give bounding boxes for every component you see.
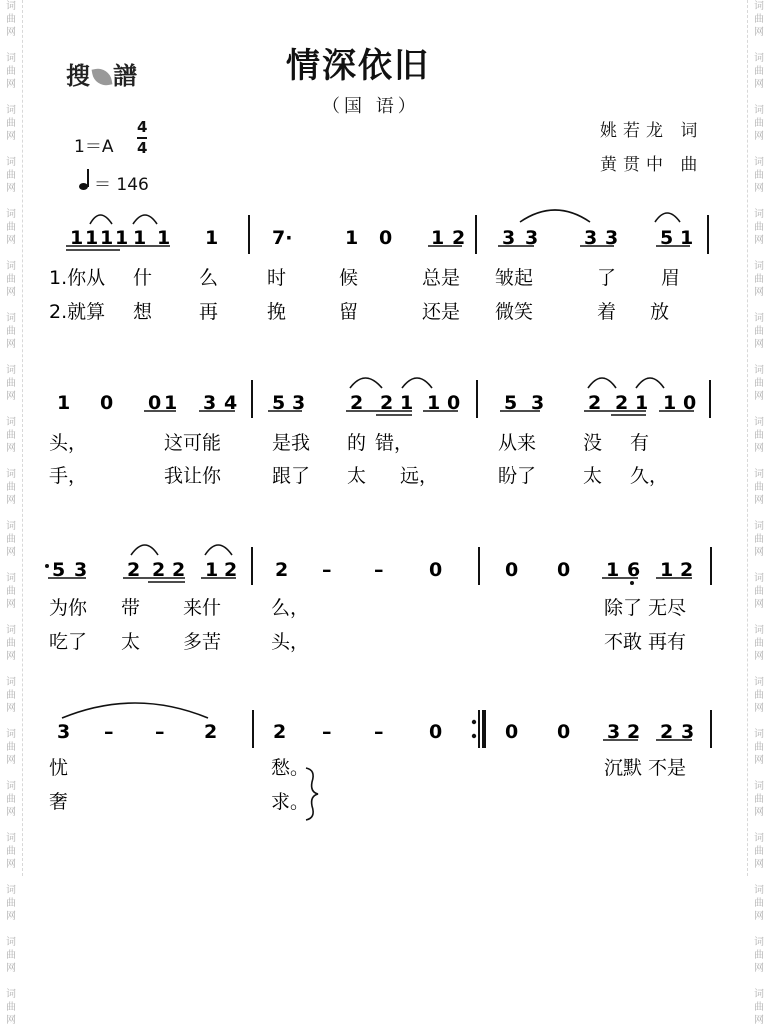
lyric-verse2: 求。 bbox=[271, 791, 310, 813]
jianpu-note: 1 bbox=[635, 392, 649, 414]
repeat-dots bbox=[472, 720, 476, 738]
lyric-verse2: 太 bbox=[583, 465, 603, 487]
jianpu-note: 3 bbox=[531, 392, 545, 414]
jianpu-note: 1 bbox=[427, 392, 441, 414]
jianpu-note: 1 bbox=[164, 392, 178, 414]
jianpu-note: 3 bbox=[584, 227, 598, 249]
jianpu-note: 2 bbox=[660, 721, 674, 743]
jianpu-note: – bbox=[322, 559, 332, 581]
jianpu-note: 2 bbox=[588, 392, 602, 414]
jianpu-note: – bbox=[322, 721, 332, 743]
jianpu-note: 2 bbox=[380, 392, 394, 414]
lyric-verse1: 头， bbox=[49, 432, 88, 454]
watermark-left-strip: 词 曲 网 词 曲 网 词 曲 网 词 曲 网 词 曲 网 词 曲 网 词 曲 网 词 曲 网 词 曲 网 词 曲 网 词 曲 网 词 曲 网 词 曲 网 词 曲 网 词 曲 网 词 曲 网 词 曲 网 词 曲 网 词 曲 网 词 曲 网 bbox=[0, 0, 23, 876]
jianpu-note: 2 bbox=[204, 721, 218, 743]
lyric-verse2: 久， bbox=[630, 465, 669, 487]
lyric-verse1: 沉默 不是 bbox=[604, 757, 687, 779]
lyric-verse1: 有 bbox=[630, 432, 650, 454]
lyric-verse2: 着 bbox=[597, 301, 617, 323]
song-subtitle: （国 语） bbox=[322, 96, 420, 117]
jianpu-note: 1 bbox=[205, 227, 219, 249]
jianpu-note: 0 bbox=[557, 559, 571, 581]
jianpu-note: 1 bbox=[100, 227, 114, 249]
lyric-verse1: 1.你从 bbox=[49, 267, 106, 289]
lyric-verse1: 总是 bbox=[422, 267, 461, 289]
lyric-verse2: 再 bbox=[199, 301, 219, 323]
jianpu-note: 1 bbox=[85, 227, 99, 249]
logo-text-right: 譜 bbox=[113, 62, 138, 90]
lyric-verse2: 远， bbox=[400, 465, 439, 487]
lyric-verse1: 这可能 bbox=[164, 432, 222, 454]
tempo-value: ＝ 146 bbox=[94, 175, 149, 195]
lyric-verse2: 手， bbox=[49, 465, 88, 487]
jianpu-note: 2 bbox=[452, 227, 466, 249]
lyric-verse1: 除了 无尽 bbox=[604, 597, 687, 619]
lyric-verse2: 我让你 bbox=[164, 465, 222, 487]
jianpu-note: 1 bbox=[680, 227, 694, 249]
lyric-verse1: 了 bbox=[597, 267, 617, 289]
jianpu-note: 3 bbox=[203, 392, 217, 414]
jianpu-note: 2 bbox=[152, 559, 166, 581]
jianpu-note: – bbox=[155, 721, 165, 743]
jianpu-note: 2 bbox=[273, 721, 287, 743]
jianpu-note: 0 bbox=[447, 392, 461, 414]
lyric-verse2: 太 bbox=[347, 465, 367, 487]
jianpu-note: 1 bbox=[205, 559, 219, 581]
jianpu-note: 1 bbox=[431, 227, 445, 249]
jianpu-note: 0 bbox=[429, 721, 443, 743]
jianpu-note: 3 bbox=[605, 227, 619, 249]
jianpu-note: 2 bbox=[615, 392, 629, 414]
jianpu-note: 1 bbox=[57, 392, 71, 414]
jianpu-note: 5 bbox=[272, 392, 286, 414]
lyric-verse1: 愁。 bbox=[271, 757, 310, 779]
jianpu-note: 1 bbox=[345, 227, 359, 249]
jianpu-note: 3 bbox=[681, 721, 695, 743]
jianpu-note: 3 bbox=[525, 227, 539, 249]
jianpu-note: 1 bbox=[157, 227, 171, 249]
jianpu-note: 0 bbox=[379, 227, 393, 249]
song-title: 情深依旧 bbox=[286, 46, 430, 86]
jianpu-note: 1 bbox=[400, 392, 414, 414]
jianpu-note: – bbox=[374, 721, 384, 743]
jianpu-note: – bbox=[104, 721, 114, 743]
jianpu-note: 0 bbox=[100, 392, 114, 414]
lyric-verse1: 从来 bbox=[498, 432, 537, 454]
lyric-verse2: 太 bbox=[121, 631, 141, 653]
jianpu-note: 0 bbox=[148, 392, 162, 414]
lyric-verse1: 候 bbox=[339, 267, 359, 289]
jianpu-note: 3 bbox=[292, 392, 306, 414]
lyric-verse2: 头， bbox=[271, 631, 310, 653]
jianpu-note: 3 bbox=[502, 227, 516, 249]
lyric-verse1: 忧 bbox=[49, 757, 69, 779]
jianpu-note: – bbox=[374, 559, 384, 581]
jianpu-note: 0 bbox=[505, 559, 519, 581]
jianpu-note: 5 bbox=[52, 559, 66, 581]
lyric-verse1: 来什 bbox=[183, 597, 222, 619]
jianpu-note: 1 bbox=[660, 559, 674, 581]
lyric-verse1: 么， bbox=[271, 597, 310, 619]
lyric-verse2: 多苦 bbox=[183, 631, 222, 653]
lyric-verse1: 皱起 bbox=[495, 267, 534, 289]
meter-bottom: 4 bbox=[137, 139, 148, 157]
lyric-verse2: 微笑 bbox=[495, 301, 534, 323]
lyric-verse2: 放 bbox=[650, 301, 670, 323]
lyricist-credit: 姚若龙 词 bbox=[600, 121, 704, 141]
jianpu-note: 0 bbox=[557, 721, 571, 743]
lyric-verse2: 盼了 bbox=[498, 465, 537, 487]
jianpu-note: 2 bbox=[350, 392, 364, 414]
jianpu-note: 2 bbox=[275, 559, 289, 581]
slurs bbox=[62, 210, 680, 718]
jianpu-note: 2 bbox=[680, 559, 694, 581]
lyric-verse2: 不敢 再有 bbox=[604, 631, 687, 653]
jianpu-note: 2 bbox=[224, 559, 238, 581]
jianpu-note: 5 bbox=[660, 227, 674, 249]
jianpu-note: 2 bbox=[172, 559, 186, 581]
lyric-verse1: 带 bbox=[121, 597, 141, 619]
lyric-verse2: 想 bbox=[133, 301, 153, 323]
jianpu-note: 1 bbox=[133, 227, 147, 249]
lyric-verse2: 挽 bbox=[267, 301, 287, 323]
jianpu-note: 3 bbox=[74, 559, 88, 581]
lyric-verse1: 什 bbox=[133, 267, 153, 289]
lyric-verse1: 时 bbox=[267, 267, 287, 289]
jianpu-note: 3 bbox=[607, 721, 621, 743]
jianpu-note: 1 bbox=[115, 227, 129, 249]
logo-text-left: 搜 bbox=[66, 62, 91, 90]
composer-credit: 黄贯中 曲 bbox=[600, 155, 704, 175]
lyric-verse2: 奢 bbox=[49, 791, 69, 813]
lyric-verse1: 眉 bbox=[661, 267, 681, 289]
meter-top: 4 bbox=[137, 118, 147, 139]
jianpu-note: 2 bbox=[627, 721, 641, 743]
lyric-verse1: 为你 bbox=[49, 597, 88, 619]
lyric-verse2: 跟了 bbox=[272, 465, 311, 487]
lyric-verse2: 留 bbox=[339, 301, 359, 323]
lyric-verse2: 吃了 bbox=[49, 631, 88, 653]
jianpu-note: 5 bbox=[504, 392, 518, 414]
jianpu-note: 0 bbox=[429, 559, 443, 581]
lyric-verse1: 错， bbox=[375, 432, 414, 454]
jianpu-note: 3 bbox=[57, 721, 71, 743]
jianpu-note: 7· bbox=[272, 227, 293, 249]
jianpu-note: 0 bbox=[505, 721, 519, 743]
lyric-verse2: 2.就算 bbox=[49, 301, 106, 323]
jianpu-note: 0 bbox=[683, 392, 697, 414]
jianpu-note: 1 bbox=[70, 227, 84, 249]
lyric-verse1: 是我 bbox=[272, 432, 311, 454]
lyric-verse1: 没 bbox=[583, 432, 603, 454]
jianpu-note: 1 bbox=[606, 559, 620, 581]
lyric-verse1: 的 bbox=[347, 432, 367, 454]
key-signature: 1＝A bbox=[74, 137, 114, 157]
lyric-verse2: 还是 bbox=[422, 301, 461, 323]
watermark-right-strip: 词 曲 网 词 曲 网 词 曲 网 词 曲 网 词 曲 网 词 曲 网 词 曲 网 词 曲 网 词 曲 网 词 曲 网 词 曲 网 词 曲 网 词 曲 网 词 曲 网 词 曲 网 词 曲 网 词 曲 网 词 曲 网 词 曲 网 词 曲 网 bbox=[747, 0, 770, 876]
jianpu-note: 4 bbox=[224, 392, 238, 414]
lyric-verse1: 么 bbox=[199, 267, 219, 289]
jianpu-note: 6 bbox=[627, 559, 641, 581]
jianpu-note: 1 bbox=[663, 392, 677, 414]
jianpu-note: 2 bbox=[127, 559, 141, 581]
